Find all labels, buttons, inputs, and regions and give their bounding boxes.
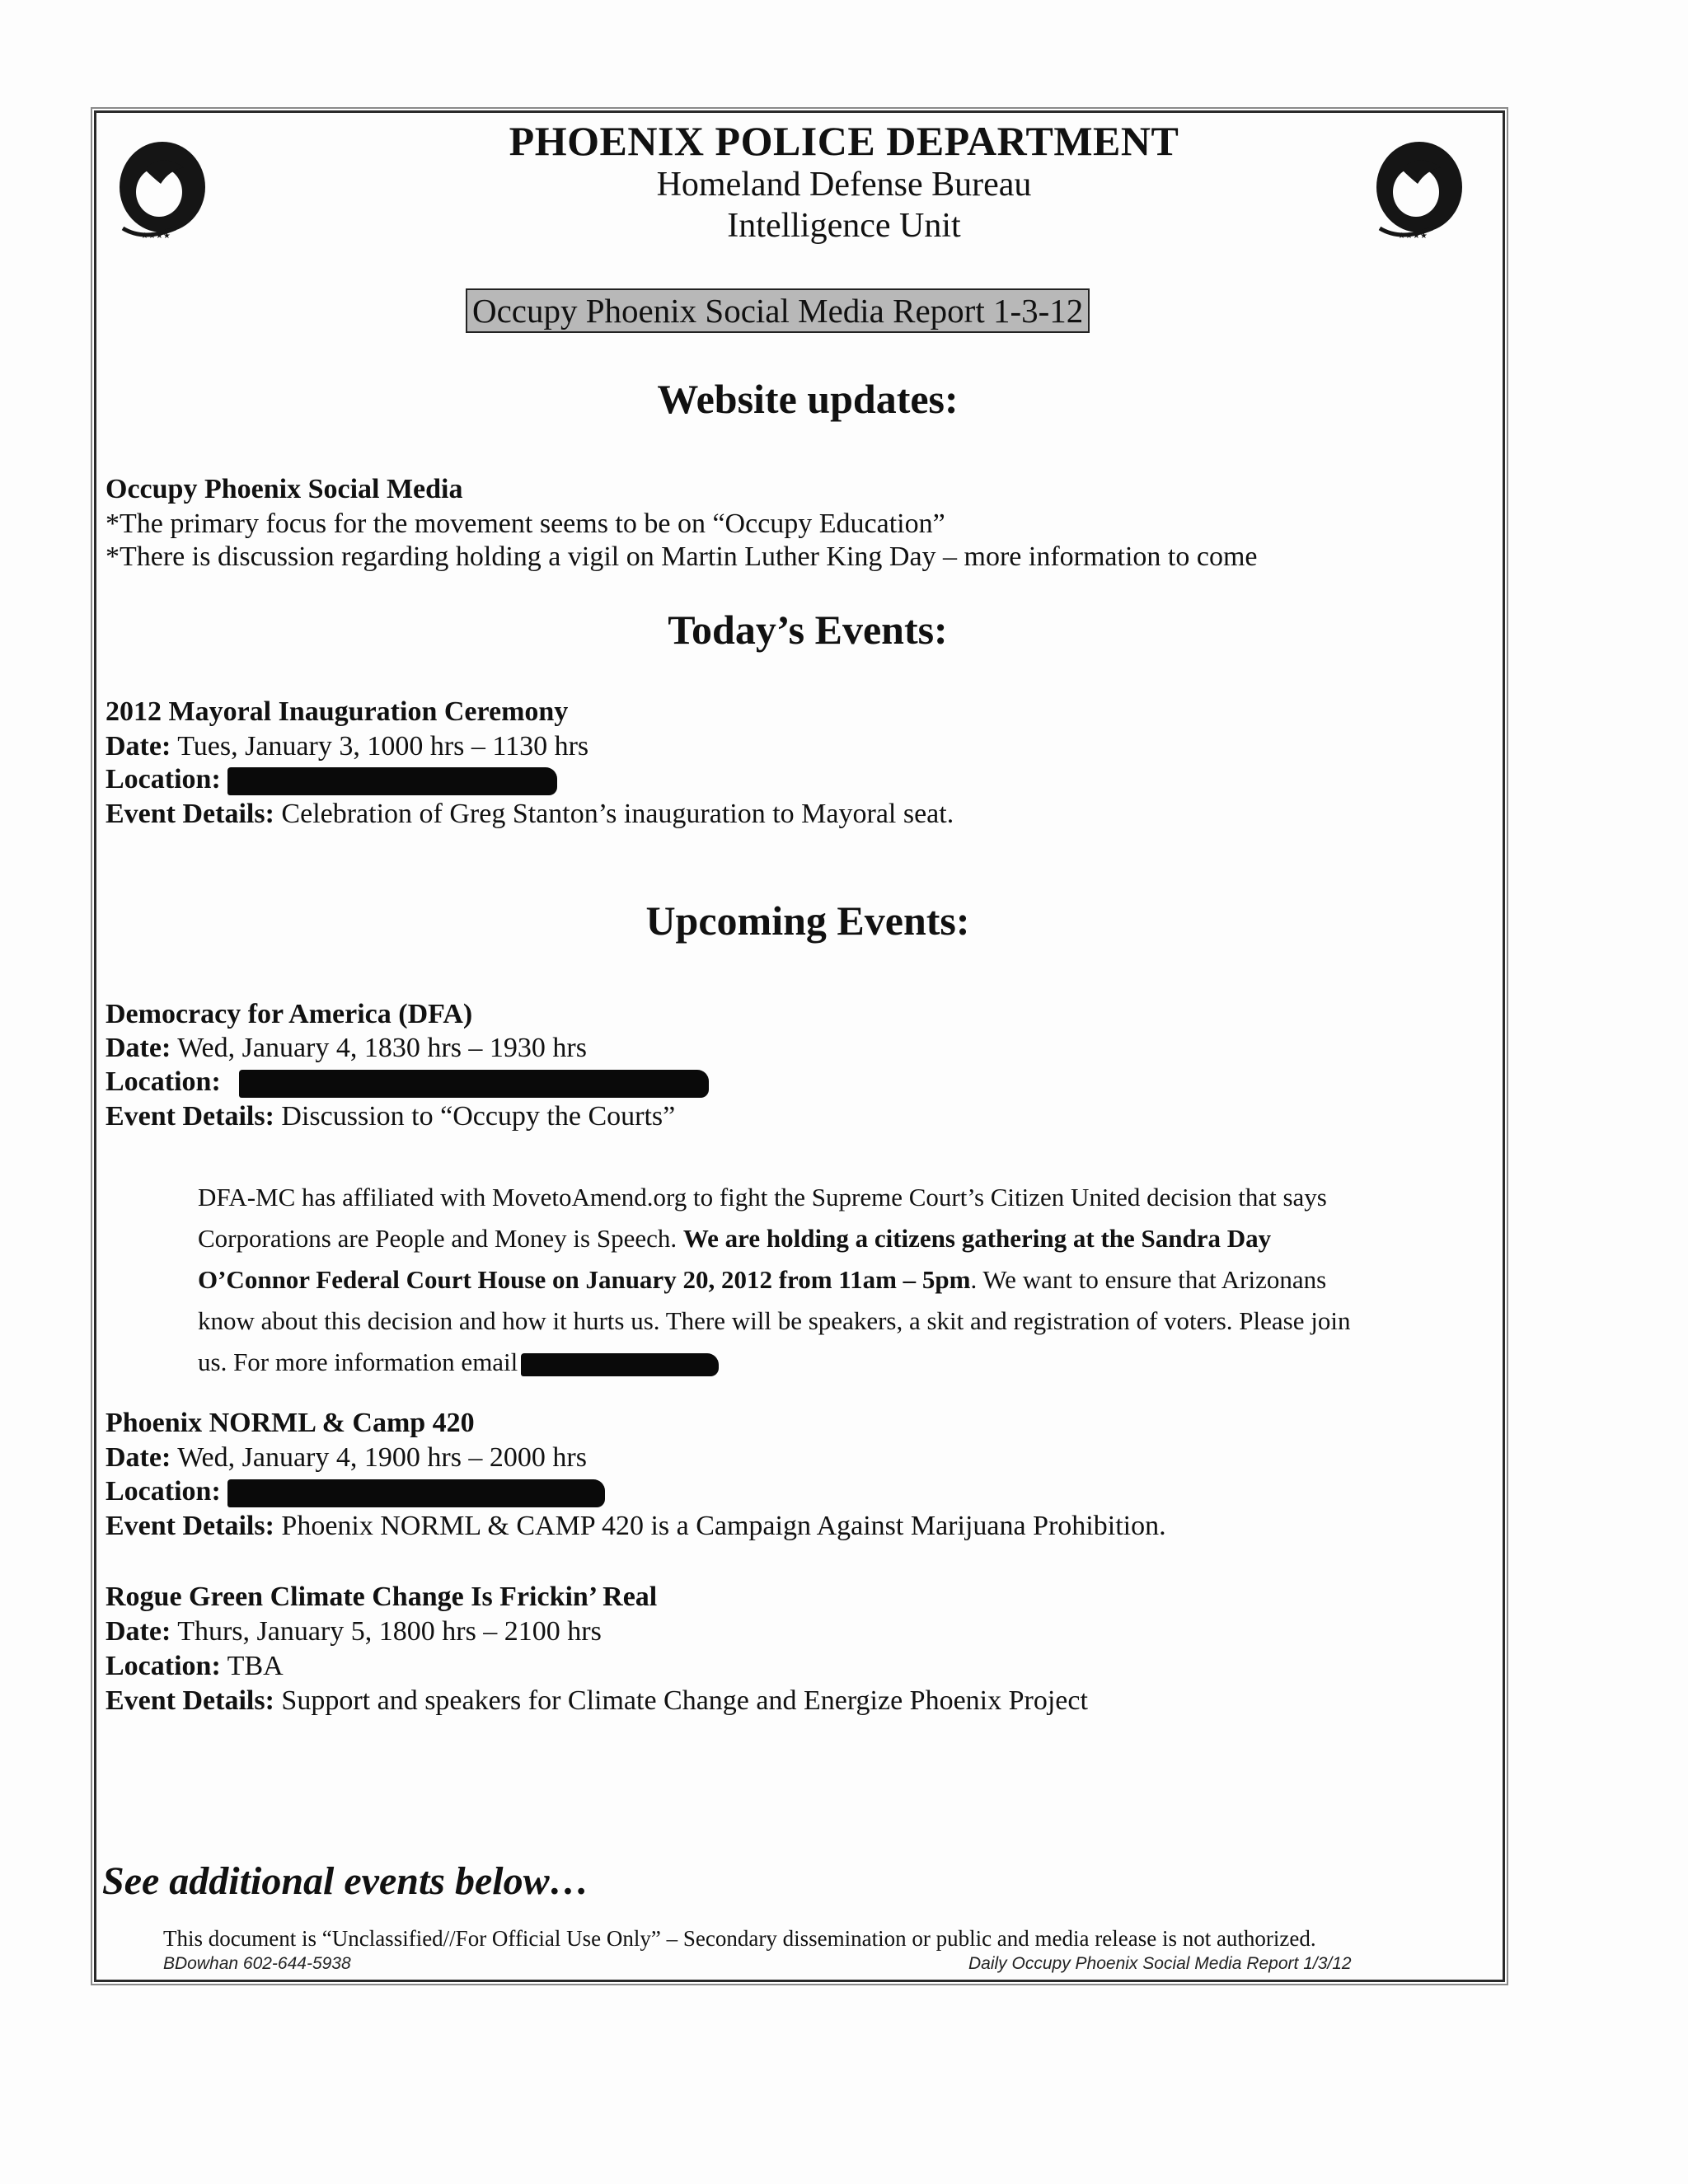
- redaction-bar: [521, 1353, 719, 1376]
- details-label: Event Details:: [106, 1511, 274, 1541]
- location-label: Location:: [106, 1651, 221, 1681]
- svg-text:★★★★: ★★★★: [141, 232, 171, 241]
- date-value: Tues, January 3, 1000 hrs – 1130 hrs: [177, 731, 589, 762]
- update-bullet: *There is discussion regarding holding a vigil on Martin Luther King Day – more information to come: [106, 541, 1258, 572]
- author-contact: BDowhan 602-644-5938: [163, 1954, 351, 1973]
- event-details: [106, 1100, 675, 1133]
- svg-text:★★★★: ★★★★: [1398, 232, 1428, 241]
- website-updates-subheading: Occupy Phoenix Social Media: [106, 474, 463, 504]
- event-location: [106, 1650, 284, 1683]
- location-label: Location:: [106, 764, 221, 794]
- classification-disclaimer: This document is “Unclassified//For Official Use Only” – Secondary dissemination or public and media release is not authorized.: [163, 1926, 1316, 1951]
- document-name: Daily Occupy Phoenix Social Media Report 1/3/12: [968, 1954, 1352, 1973]
- unit-name: Intelligence Unit: [727, 207, 961, 245]
- quote-bold-text: We are holding a citizens gathering at the Sandra Day O’Connor Federal Court House on January 20, 2012 from 11am – 5pm: [198, 1224, 1272, 1294]
- bureau-name: Homeland Defense Bureau: [656, 166, 1032, 204]
- redaction-bar: [227, 767, 557, 795]
- event-location: [106, 1475, 605, 1508]
- details-value: Support and speakers for Climate Change and Energize Phoenix Project: [281, 1685, 1088, 1716]
- event-location: [106, 763, 557, 796]
- date-label: Date:: [106, 1442, 171, 1473]
- location-value: TBA: [227, 1651, 284, 1681]
- dfa-quoted-announcement: [198, 1177, 1385, 1383]
- event-title: Democracy for America (DFA): [106, 999, 473, 1029]
- details-value: Discussion to “Occupy the Courts”: [281, 1101, 676, 1132]
- event-date: [106, 730, 588, 763]
- redaction-bar: [239, 1070, 709, 1098]
- redaction-bar: [227, 1479, 605, 1507]
- date-label: Date:: [106, 1033, 171, 1063]
- details-label: Event Details:: [106, 799, 274, 829]
- event-location: [106, 1066, 709, 1099]
- date-value: Wed, January 4, 1900 hrs – 2000 hrs: [177, 1442, 587, 1473]
- event-details: [106, 1510, 1166, 1543]
- report-title: Occupy Phoenix Social Media Report 1-3-12: [466, 288, 1090, 333]
- date-value: Wed, January 4, 1830 hrs – 1930 hrs: [177, 1033, 587, 1063]
- location-label: Location:: [106, 1066, 221, 1097]
- date-label: Date:: [106, 1616, 171, 1647]
- event-details: [106, 1685, 1088, 1718]
- event-date: [106, 1615, 602, 1648]
- event-date: [106, 1032, 587, 1065]
- quote-text: . We want to ensure that Arizonans know about this decision and how it hurts us. There will be speakers, a skit and registration of voters. Please join us. For more information email: [198, 1265, 1351, 1376]
- details-value: Celebration of Greg Stanton’s inauguration to Mayoral seat.: [281, 799, 954, 829]
- see-additional-events: See additional events below…: [102, 1859, 589, 1903]
- location-label: Location:: [106, 1476, 221, 1507]
- event-details: [106, 798, 954, 831]
- date-label: Date:: [106, 731, 171, 762]
- date-value: Thurs, January 5, 1800 hrs – 2100 hrs: [177, 1616, 602, 1647]
- details-label: Event Details:: [106, 1685, 274, 1716]
- details-value: Phoenix NORML & CAMP 420 is a Campaign Against Marijuana Prohibition.: [281, 1511, 1166, 1541]
- quote-text: DFA-MC has affiliated with MovetoAmend.org to fight the Supreme Court’s Citizen United decision that says Corporations are People and Money is Speech.: [198, 1183, 1327, 1253]
- event-title: Rogue Green Climate Change Is Frickin’ Real: [106, 1582, 658, 1612]
- department-name: PHOENIX POLICE DEPARTMENT: [509, 118, 1179, 164]
- event-title: 2012 Mayoral Inauguration Ceremony: [106, 696, 569, 727]
- event-date: [106, 1441, 587, 1474]
- upcoming-events-heading: Upcoming Events:: [645, 898, 970, 944]
- update-bullet: *The primary focus for the movement seems to be on “Occupy Education”: [106, 509, 945, 539]
- website-updates-heading: Website updates:: [657, 376, 959, 422]
- todays-events-heading: Today’s Events:: [668, 607, 948, 653]
- details-label: Event Details:: [106, 1101, 274, 1132]
- event-title: Phoenix NORML & Camp 420: [106, 1408, 475, 1438]
